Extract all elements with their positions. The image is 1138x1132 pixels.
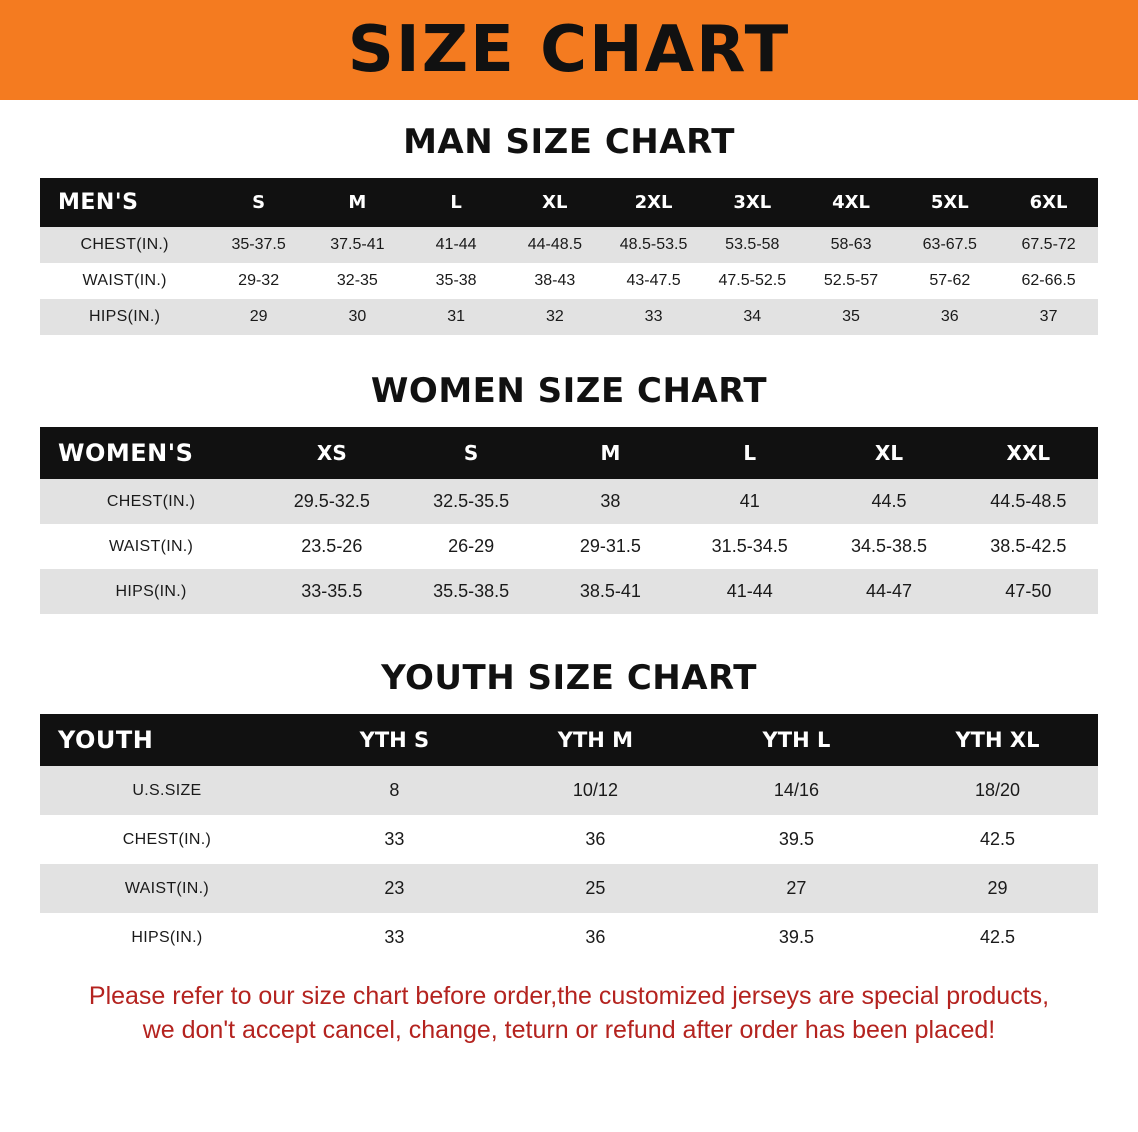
table-cell: 42.5 — [897, 815, 1098, 864]
table-cell: 44-48.5 — [505, 227, 604, 263]
table-cell: 39.5 — [696, 815, 897, 864]
table-cell: 18/20 — [897, 766, 1098, 815]
table-cell: 38 — [541, 479, 680, 524]
table-cell: 32.5-35.5 — [401, 479, 540, 524]
table-row — [40, 299, 1098, 335]
row-label: HIPS(IN.) — [40, 569, 262, 614]
table-cell: 25 — [495, 864, 696, 913]
women-header-cell: XL — [819, 427, 958, 479]
table-row — [40, 569, 1098, 614]
table-cell: 29-32 — [209, 263, 308, 299]
man-header-cell: 4XL — [802, 178, 901, 227]
table-cell: 34.5-38.5 — [819, 524, 958, 569]
table-cell: 30 — [308, 299, 407, 335]
table-row — [40, 227, 1098, 263]
table-cell: 35 — [802, 299, 901, 335]
row-label: WAIST(IN.) — [40, 864, 294, 913]
footer-note-line-2: we don't accept cancel, change, teturn or refund after order has been placed! — [142, 1015, 996, 1044]
women-size-table — [40, 427, 1098, 614]
man-header-cell: 5XL — [900, 178, 999, 227]
man-header-label: MEN'S — [40, 178, 209, 227]
row-label: U.S.SIZE — [40, 766, 294, 815]
table-header-row — [40, 714, 1098, 766]
table-cell: 52.5-57 — [802, 263, 901, 299]
table-header-row — [40, 178, 1098, 227]
table-cell: 67.5-72 — [999, 227, 1098, 263]
table-cell: 41 — [680, 479, 819, 524]
table-cell: 42.5 — [897, 913, 1098, 962]
table-row — [40, 479, 1098, 524]
table-cell: 29.5-32.5 — [262, 479, 401, 524]
banner — [0, 0, 1138, 100]
table-row — [40, 864, 1098, 913]
footer-note — [34, 980, 1104, 1048]
table-cell: 33 — [604, 299, 703, 335]
table-cell: 31.5-34.5 — [680, 524, 819, 569]
table-cell: 33 — [294, 913, 495, 962]
banner-title: SIZE CHART — [347, 13, 791, 87]
youth-size-table — [40, 714, 1098, 962]
women-table-head — [40, 427, 1098, 479]
table-cell: 34 — [703, 299, 802, 335]
table-cell: 44-47 — [819, 569, 958, 614]
man-header-cell: XL — [505, 178, 604, 227]
youth-header-cell: YTH L — [696, 714, 897, 766]
footer-note-line-1: Please refer to our size chart before order,the customized jerseys are special products, — [88, 982, 1050, 1010]
table-cell: 35-38 — [407, 263, 506, 299]
table-cell: 41-44 — [680, 569, 819, 614]
table-cell: 38-43 — [505, 263, 604, 299]
youth-header-cell: YTH XL — [897, 714, 1098, 766]
women-table-body — [40, 479, 1098, 614]
table-cell: 38.5-41 — [541, 569, 680, 614]
table-cell: 44.5-48.5 — [959, 479, 1098, 524]
women-section-heading: WOMEN SIZE CHART — [370, 371, 768, 411]
women-header-label: WOMEN'S — [40, 427, 262, 479]
table-row — [40, 766, 1098, 815]
row-label: CHEST(IN.) — [40, 227, 209, 263]
women-header-cell: XXL — [959, 427, 1098, 479]
table-cell: 23.5-26 — [262, 524, 401, 569]
table-cell: 57-62 — [900, 263, 999, 299]
table-cell: 43-47.5 — [604, 263, 703, 299]
table-cell: 37 — [999, 299, 1098, 335]
table-cell: 26-29 — [401, 524, 540, 569]
women-table-wrap — [40, 427, 1098, 614]
table-cell: 23 — [294, 864, 495, 913]
table-cell: 14/16 — [696, 766, 897, 815]
table-cell: 31 — [407, 299, 506, 335]
table-cell: 58-63 — [802, 227, 901, 263]
youth-header-cell: YTH S — [294, 714, 495, 766]
man-header-cell: 2XL — [604, 178, 703, 227]
table-cell: 32-35 — [308, 263, 407, 299]
man-table-wrap — [40, 178, 1098, 335]
table-cell: 53.5-58 — [703, 227, 802, 263]
man-header-cell: L — [407, 178, 506, 227]
youth-header-label: YOUTH — [40, 714, 294, 766]
table-cell: 10/12 — [495, 766, 696, 815]
table-cell: 29 — [209, 299, 308, 335]
table-cell: 29-31.5 — [541, 524, 680, 569]
table-cell: 39.5 — [696, 913, 897, 962]
table-cell: 41-44 — [407, 227, 506, 263]
women-header-cell: M — [541, 427, 680, 479]
youth-table-wrap — [40, 714, 1098, 962]
table-cell: 27 — [696, 864, 897, 913]
table-cell: 33-35.5 — [262, 569, 401, 614]
table-row — [40, 815, 1098, 864]
row-label: WAIST(IN.) — [40, 524, 262, 569]
table-cell: 36 — [495, 815, 696, 864]
table-cell: 63-67.5 — [900, 227, 999, 263]
table-cell: 8 — [294, 766, 495, 815]
row-label: WAIST(IN.) — [40, 263, 209, 299]
table-row — [40, 913, 1098, 962]
table-cell: 44.5 — [819, 479, 958, 524]
table-cell: 62-66.5 — [999, 263, 1098, 299]
table-cell: 29 — [897, 864, 1098, 913]
women-header-cell: XS — [262, 427, 401, 479]
table-cell: 32 — [505, 299, 604, 335]
table-cell: 48.5-53.5 — [604, 227, 703, 263]
youth-table-body — [40, 766, 1098, 962]
row-label: HIPS(IN.) — [40, 913, 294, 962]
man-header-cell: 6XL — [999, 178, 1098, 227]
table-cell: 35.5-38.5 — [401, 569, 540, 614]
women-header-cell: S — [401, 427, 540, 479]
table-cell: 33 — [294, 815, 495, 864]
table-cell: 47-50 — [959, 569, 1098, 614]
table-row — [40, 524, 1098, 569]
table-cell: 47.5-52.5 — [703, 263, 802, 299]
man-table-body — [40, 227, 1098, 335]
man-size-table — [40, 178, 1098, 335]
man-header-cell: S — [209, 178, 308, 227]
table-header-row — [40, 427, 1098, 479]
women-header-cell: L — [680, 427, 819, 479]
table-cell: 37.5-41 — [308, 227, 407, 263]
man-header-cell: 3XL — [703, 178, 802, 227]
row-label: CHEST(IN.) — [40, 479, 262, 524]
table-row — [40, 263, 1098, 299]
youth-section-heading: YOUTH SIZE CHART — [381, 658, 757, 698]
row-label: HIPS(IN.) — [40, 299, 209, 335]
man-header-cell: M — [308, 178, 407, 227]
man-table-head — [40, 178, 1098, 227]
table-cell: 36 — [495, 913, 696, 962]
youth-header-cell: YTH M — [495, 714, 696, 766]
row-label: CHEST(IN.) — [40, 815, 294, 864]
table-cell: 38.5-42.5 — [959, 524, 1098, 569]
youth-table-head — [40, 714, 1098, 766]
man-section-heading: MAN SIZE CHART — [403, 122, 735, 162]
table-cell: 36 — [900, 299, 999, 335]
table-cell: 35-37.5 — [209, 227, 308, 263]
